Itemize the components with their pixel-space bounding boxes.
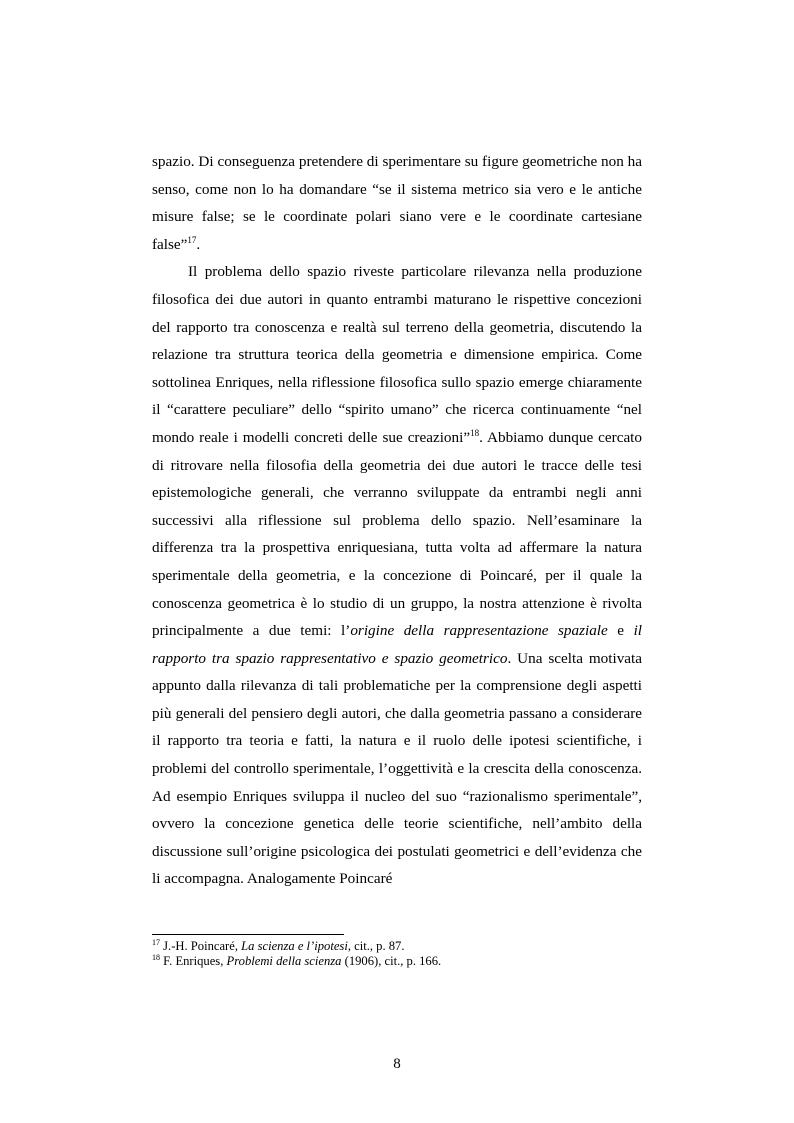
footnote-ref: 18 [152,952,160,962]
paragraph [152,258,642,893]
footnote-ref: 17 [187,234,197,245]
footnote-separator [152,934,344,935]
italic-text: Problemi della scienza [226,954,342,968]
italic-text: La scienza e l’ipotesi [241,939,348,953]
text-run: F. Enriques, [160,954,227,968]
paragraph [152,148,642,258]
text-run: e [607,622,634,640]
text-run: . Una scelta motivata appunto dalla rilevanza di tali problematiche per la comprensione degli aspetti più generali del pensiero degli autori, che dalla geometria passano a considerare il rapporto tra teoria e fatti, la natura e il ruolo delle ipotesi scientifiche, i problemi del controllo sperimentale, l’oggettività e la crescita della conoscenza. Ad esempio Enriques sviluppa il nucleo del suo “razionalismo sperimentale”, ovvero la concezione genetica delle teorie scientifiche, nell’ambito della discussione sull’origine psicologica dei postulati geometrici e dell’evidenza che li accompagna. Analogamente Poincaré [152,649,642,888]
footnote [152,954,642,969]
text-run: , cit., p. 87. [347,939,405,953]
text-run: spazio. Di conseguenza pretendere di sperimentare su figure geometriche non ha senso, come non lo ha domandare “se il sistema metrico sia vero e le antiche misure false; se le coordinate polari siano vere e le coordinate cartesiane false” [152,153,642,253]
italic-text: il rapporto tra spazio rappresentativo e spazio geometrico [152,622,643,667]
text-run: (1906), cit., p. 166. [341,954,442,968]
footnote-ref: 18 [470,427,480,438]
footnote-ref: 17 [152,937,160,947]
text-run: J.-H. Poincaré, [160,939,242,953]
text-run: . [196,235,201,253]
italic-text: origine della rappresentazione spaziale [350,622,608,640]
body-text [152,148,642,893]
footnotes [152,939,642,969]
page-number: 8 [393,1056,401,1072]
footnote [152,939,642,954]
text-run: Il problema dello spazio riveste particolare rilevanza nella produzione filosofica dei due autori in quanto entrambi maturano le rispettive concezioni del rapporto tra conoscenza e realtà sul terreno della geometria, discutendo la relazione tra struttura teorica della geometria e dimensione empirica. Come sottolinea Enriques, nella riflessione filosofica sullo spazio emerge chiaramente il “carattere peculiare” dello “spirito umano” che ricerca continuamente “nel mondo reale i modelli concreti delle sue creazioni” [152,263,642,446]
text-run: . Abbiamo dunque cercato di ritrovare nella filosofia della geometria dei due autori le tracce delle tesi epistemologiche generali, che verranno sviluppate da entrambi negli anni successivi alla riflessione sul problema dello spazio. Nell’esaminare la differenza tra la prospettiva enriquesiana, tutta volta ad affermare la natura sperimentale della geometria, e la concezione di Poincaré, per il quale la conoscenza geometrica è lo studio di un gruppo, la nostra attenzione è rivolta principalmente a due temi: l’ [152,428,642,640]
